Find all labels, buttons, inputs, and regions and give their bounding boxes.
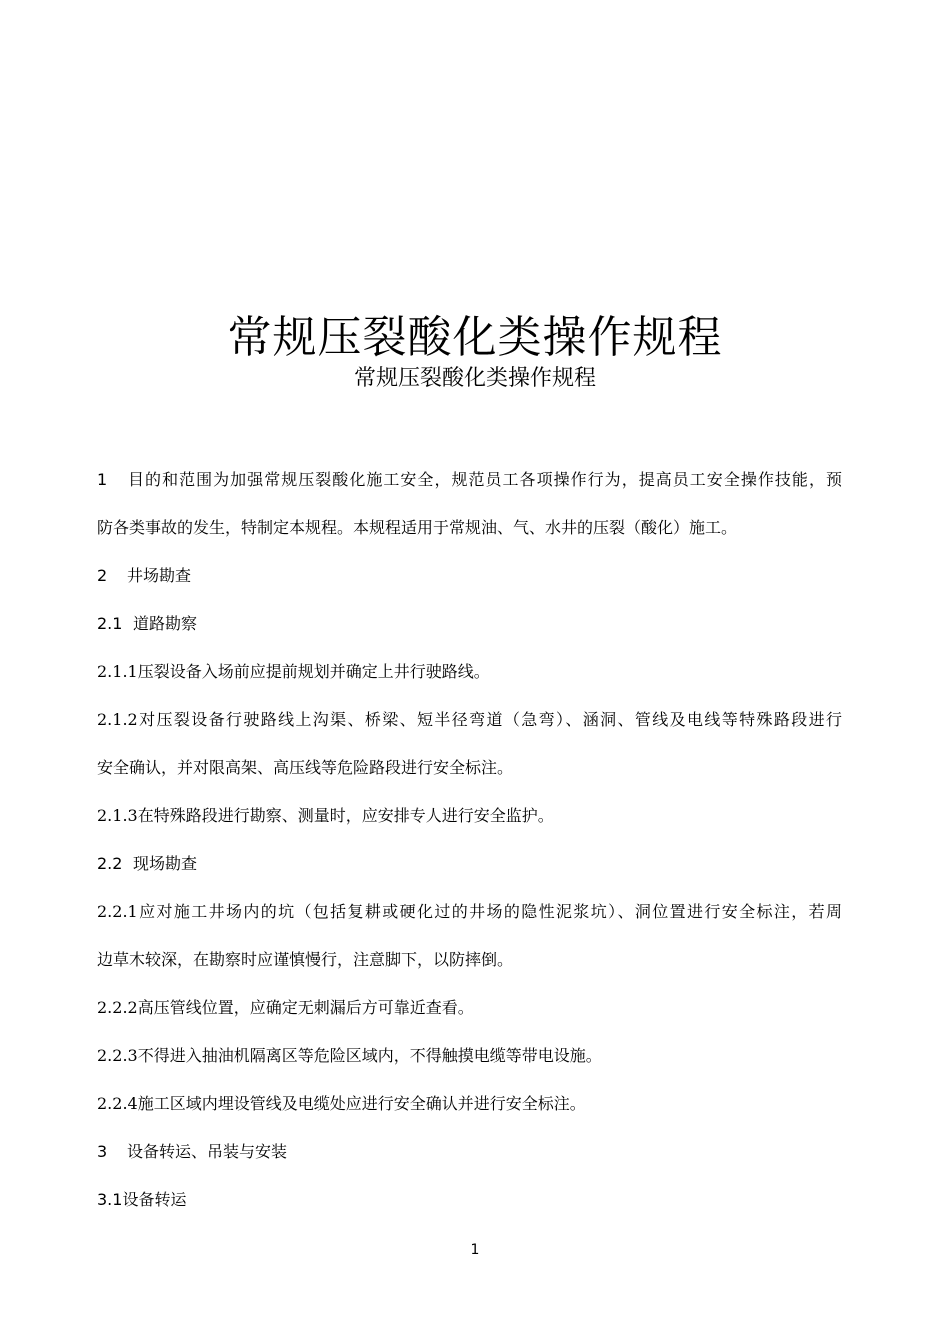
document-body (97, 456, 842, 1224)
section-1-line-1 (97, 456, 842, 504)
clause-2-2-4: 2.2.4施工区域内埋设管线及电缆处应进行安全确认并进行安全标注。 (97, 1094, 586, 1113)
section-heading: 井场勘查 (127, 566, 192, 585)
section-2-1-heading (97, 600, 842, 648)
section-number: 1 (97, 470, 108, 489)
section-number: 2.2 (97, 854, 123, 873)
section-3-1-heading: 3.1设备转运 (97, 1190, 187, 1209)
page-number: 1 (470, 1242, 480, 1258)
clause-2-1-1: 2.1.1压裂设备入场前应提前规划并确定上井行驶路线。 (97, 662, 490, 681)
section-heading: 目的和范围 (127, 470, 214, 489)
clause-2-2-1-line-2: 边草木较深，在勘察时应谨慎慢行，注意脚下，以防摔倒。 (97, 950, 514, 969)
section-number: 2 (97, 566, 108, 585)
section-text: 为加强常规压裂酸化施工安全，规范员工各项操作行为，提高员工安全操作技能，预 (213, 470, 842, 489)
section-3-heading (97, 1128, 842, 1176)
section-number: 2.1 (97, 614, 123, 633)
section-number: 3 (97, 1142, 108, 1161)
clause-2-2-2: 2.2.2高压管线位置，应确定无刺漏后方可靠近查看。 (97, 998, 474, 1017)
clause-2-1-3: 2.1.3在特殊路段进行勘察、测量时，应安排专人进行安全监护。 (97, 806, 554, 825)
section-heading: 道路勘察 (133, 614, 198, 633)
clause-2-1-2-line-2: 安全确认，并对限高架、高压线等危险路段进行安全标注。 (97, 758, 514, 777)
section-2-heading (97, 552, 842, 600)
clause-2-2-1-line-1: 2.2.1应对施工井场内的坑（包括复耕或硬化过的井场的隐性泥浆坑）、洞位置进行安全标注，若周 (97, 902, 842, 921)
document-title: 常规压裂酸化类操作规程 (227, 312, 723, 363)
clause-2-2-3: 2.2.3不得进入抽油机隔离区等危险区域内，不得触摸电缆等带电设施。 (97, 1046, 602, 1065)
document-subtitle: 常规压裂酸化类操作规程 (353, 366, 596, 391)
section-2-2-heading (97, 840, 842, 888)
section-heading: 现场勘查 (133, 854, 198, 873)
section-heading: 设备转运、吊装与安装 (127, 1142, 288, 1161)
clause-2-1-2-line-1: 2.1.2对压裂设备行驶路线上沟渠、桥梁、短半径弯道（急弯）、涵洞、管线及电线等特殊路段进行 (97, 710, 842, 729)
section-1-line-2: 防各类事故的发生，特制定本规程。本规程适用于常规油、气、水井的压裂（酸化）施工。 (97, 518, 738, 537)
